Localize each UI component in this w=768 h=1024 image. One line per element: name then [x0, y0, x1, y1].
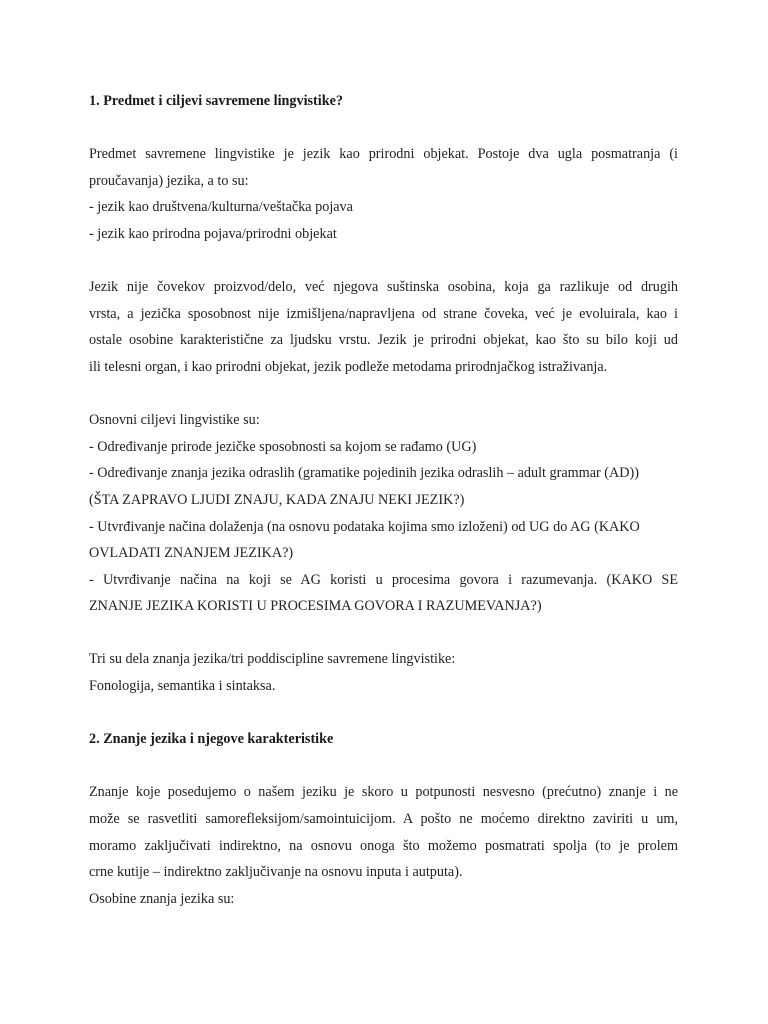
text-line: ili telesni organ, i kao prirodni objekat, jezik podleže metodama prirodnjačkog istraživanja. [89, 358, 608, 375]
list-item: - jezik kao prirodna pojava/prirodni objekat [89, 225, 337, 242]
list-item: - Određivanje znanja jezika odraslih (gramatike pojedinih jezika odraslih – adult grammar (AD)) [89, 465, 639, 482]
spacer [89, 753, 678, 780]
spacer [89, 115, 678, 142]
text-line: Jezik nije čovekov proizvod/delo, već njegova suštinska osobina, koja ga razlikuje od drugih [89, 279, 678, 296]
text-line: Znanje koje posedujemo o našem jeziku je skoro u potpunosti nesvesno (prećutno) znanje i ne [89, 784, 678, 801]
list-item: - jezik kao društvena/kulturna/veštačka pojava [89, 199, 353, 216]
text-line: (ŠTA ZAPRAVO LJUDI ZNAJU, KADA ZNAJU NEKI JEZIK?) [89, 491, 465, 508]
spacer [89, 381, 678, 408]
section-2-heading: 2. Znanje jezika i njegove karakteristike [89, 731, 334, 748]
spacer [89, 700, 678, 727]
text-line: Fonologija, semantika i sintaksa. [89, 678, 276, 695]
section-1-paragraph-subject [89, 141, 678, 247]
list-item: - Određivanje prirode jezičke sposobnosti sa kojom se rađamo (UG) [89, 438, 477, 455]
text-line: moramo zaključivati indirektno, na osnovu onoga što možemo posmatrati spolja (to je prolem [89, 837, 678, 854]
text-line: OVLADATI ZNANJEM JEZIKA?) [89, 545, 294, 562]
spacer [89, 248, 678, 275]
text-line: vrsta, a jezička sposobnost nije izmišljena/napravljena od strane čoveka, već je evoluirala, kao i [89, 305, 678, 322]
text-line: proučavanja) jezika, a to su: [89, 172, 249, 189]
text-line: crne kutije – indirektno zaključivanje na osnovu inputa i autputa). [89, 864, 463, 881]
section-1-heading: 1. Predmet i ciljevi savremene lingvistike? [89, 93, 344, 109]
text-line: Osobine znanja jezika su: [89, 890, 235, 907]
text-line: Tri su dela znanja jezika/tri poddiscipline savremene lingvistike: [89, 651, 456, 668]
text-line: može se rasvetliti samorefleksijom/samointuicijom. A pošto ne moćemo direktno zaviriti u um, [89, 811, 678, 828]
section-1-paragraph-parts [89, 646, 678, 699]
text-line: ostale osobine karakteristične za ljudsku vrstu. Jezik je prirodni objekat, kao što su bilo koji ud [89, 332, 678, 349]
list-item: - Utvrđivanje načina dolaženja (na osnovu podataka kojima smo izloženi) od UG do AG (KAKO [89, 518, 640, 535]
section-1-paragraph-goals [89, 407, 678, 620]
text-line: ZNANJE JEZIKA KORISTI U PROCESIMA GOVORA I RAZUMEVANJA?) [89, 598, 542, 615]
text-line: Predmet savremene lingvistike je jezik kao prirodni objekat. Postoje dva ugla posmatranja (i [89, 146, 678, 163]
text-line: Osnovni ciljevi lingvistike su: [89, 412, 260, 429]
section-1-paragraph-nature [89, 274, 678, 380]
spacer [89, 620, 678, 647]
document-page [89, 88, 678, 912]
list-item: - Utvrđivanje načina na koji se AG koristi u procesima govora i razumevanja. (KAKO SE [89, 571, 678, 588]
section-2-paragraph-knowledge [89, 779, 678, 912]
